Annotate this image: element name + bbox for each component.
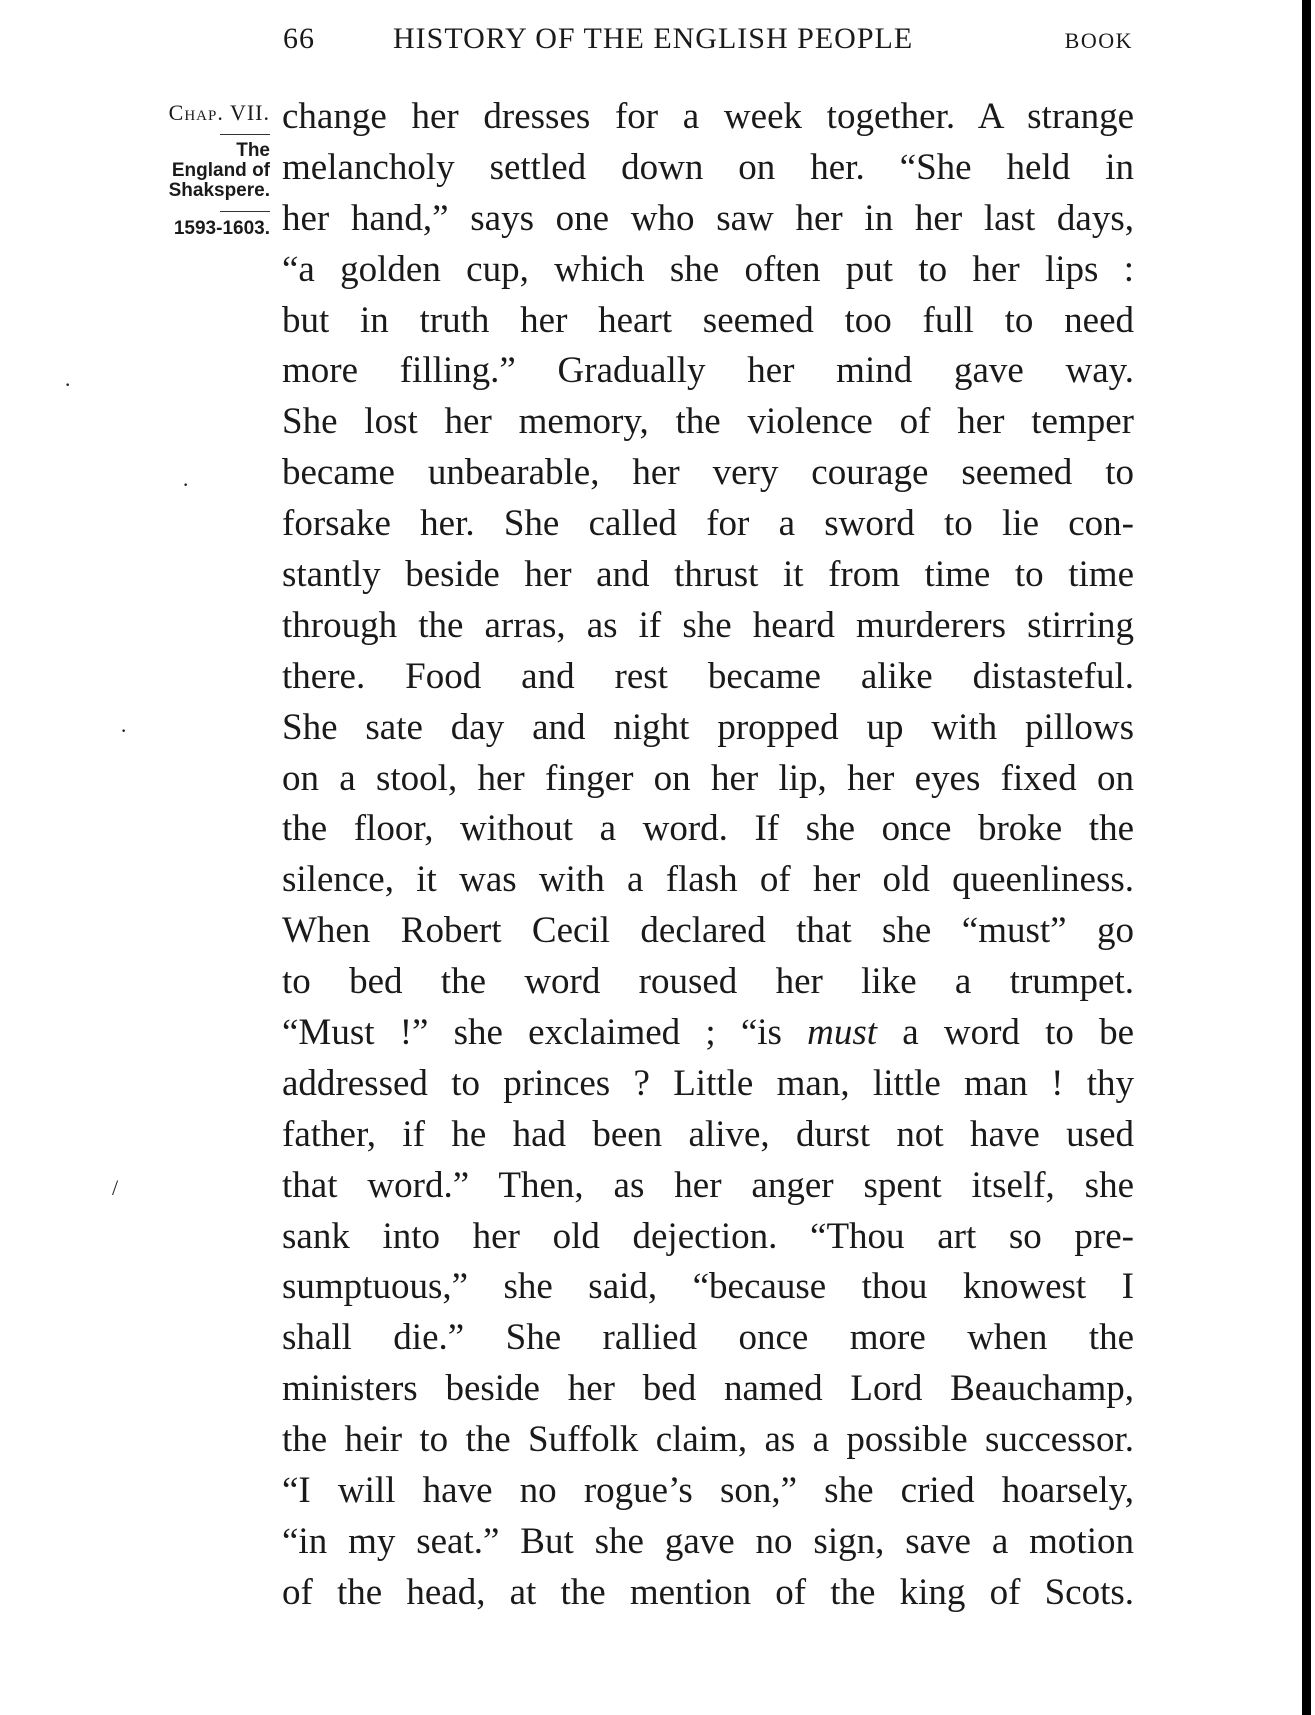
margin-sidenote [100, 102, 270, 240]
body-text [282, 92, 1134, 1619]
text-line: that word.” Then, as her anger spent itself, she [282, 1164, 1134, 1206]
chapter-label: Chap. VII. [168, 100, 270, 125]
text-line: She lost her memory, the violence of her temper [282, 401, 1134, 443]
text-line: addressed to princes ? Little man, little man ! thy [282, 1062, 1134, 1104]
text-line: sank into her old dejection. “Thou art so pre- [282, 1215, 1134, 1257]
emphasis: must [807, 1012, 878, 1054]
section-title-line-1: The [236, 140, 270, 161]
page-edge-rule [1302, 0, 1311, 1715]
text-line: change her dresses for a week together. A strange [282, 96, 1134, 137]
text-line: silence, it was with a flash of her old queenliness. [282, 859, 1134, 901]
text-line: melancholy settled down on her. “She held in [282, 146, 1134, 188]
text-line: “in my seat.” But she gave no sign, save a motion [282, 1520, 1134, 1562]
text-line: “I will have no rogue’s son,” she cried hoarsely, [282, 1470, 1134, 1512]
stray-mark: · [64, 372, 72, 397]
running-title: HISTORY OF THE ENGLISH PEOPLE [393, 22, 914, 55]
stray-mark: / [112, 1175, 119, 1200]
text-line: ministers beside her bed named Lord Beauchamp, [282, 1368, 1134, 1410]
text-line: the heir to the Suffolk claim, as a possible successor. [282, 1419, 1134, 1461]
text-line: of the head, at the mention of the king of Scots. [282, 1571, 1134, 1613]
text-line: her hand,” says one who saw her in her last days, [282, 197, 1134, 239]
book-label: BOOK [1064, 28, 1133, 53]
text-line: became unbearable, her very courage seemed to [282, 452, 1134, 494]
sidenote-rule-2 [220, 211, 270, 212]
text-line: more filling.” Gradually her mind gave way. [282, 350, 1134, 392]
text-line: there. Food and rest became alike distasteful. [282, 655, 1134, 697]
sidenote-rule [220, 134, 270, 135]
stray-mark: · [182, 472, 190, 497]
text-line: the floor, without a word. If she once broke the [282, 808, 1134, 850]
text-line: to bed the word roused her like a trumpet. [282, 961, 1134, 1003]
text-line: She sate day and night propped up with pillows [282, 706, 1134, 748]
section-title-line-3: Shakspere. [168, 180, 270, 201]
running-header [283, 18, 1133, 62]
text-line: When Robert Cecil declared that she “must” go [282, 910, 1134, 952]
page-number: 66 [283, 22, 315, 55]
text-line: forsake her. She called for a sword to lie con- [282, 503, 1134, 545]
text-line: through the arras, as if she heard murderers stirring [282, 604, 1134, 646]
text-line: sumptuous,” she said, “because thou knowest I [282, 1266, 1134, 1308]
section-title-line-2: England of [171, 160, 270, 181]
text-line: stantly beside her and thrust it from time to time [282, 554, 1134, 596]
text-line: shall die.” She rallied once more when the [282, 1317, 1134, 1359]
stray-mark: · [120, 718, 128, 743]
text-line: “a golden cup, which she often put to her lips : [282, 248, 1134, 290]
text-line: on a stool, her finger on her lip, her eyes fixed on [282, 757, 1134, 799]
date-range: 1593-1603. [173, 218, 270, 239]
text-line: but in truth her heart seemed too full to need [282, 299, 1134, 341]
text-line: father, if he had been alive, durst not have used [282, 1113, 1134, 1155]
text-line: “Must !” she exclaimed ; “is must a word to be [282, 1012, 1134, 1054]
